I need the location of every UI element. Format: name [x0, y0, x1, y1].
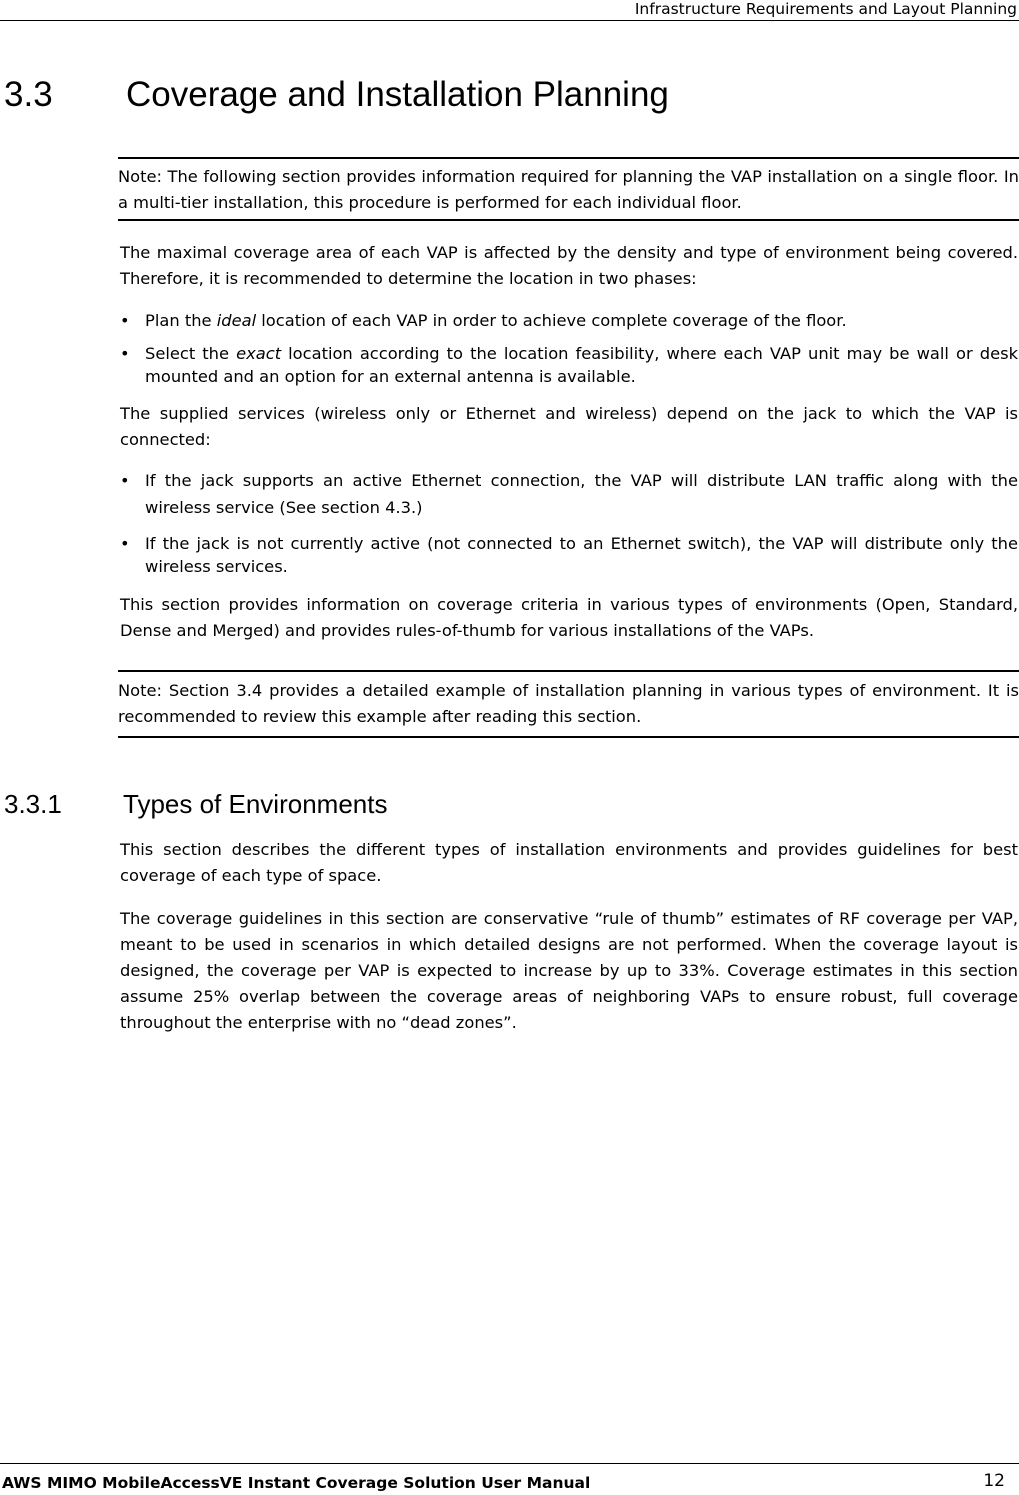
footer-divider — [0, 1463, 1019, 1464]
bullet-text: Select the exact location according to the location feasibility, where each VAP unit may be wall or desk mounted and an option for an external antenna is available. — [145, 344, 1018, 386]
subsection-heading — [4, 788, 387, 820]
subsection-number: 3.3.1 — [4, 789, 62, 819]
bullet-text: If the jack supports an active Ethernet connection, the VAP will distribute LAN traffic along with the wireless service (See section 4.3.) — [145, 471, 1018, 517]
header-divider — [0, 20, 1019, 21]
section-number: 3.3 — [4, 75, 53, 114]
bullet-icon: • — [120, 311, 130, 330]
note-text: Note: Section 3.4 provides a detailed example of installation planning in various types of environment. It is recommended to review this example after reading this section. — [118, 681, 1019, 726]
note-text: Note: The following section provides information required for planning the VAP installation on a single floor. In a multi-tier installation, this procedure is performed for each individual floor. — [118, 167, 1019, 212]
paragraph-coverage-criteria: This section provides information on coverage criteria in various types of environments (Open, Standard, Dense and Merged) and provides rules-of-thumb for various installations of the VAPs. — [120, 595, 1018, 640]
subsection-title: Types of Environments — [123, 789, 388, 819]
page-number: 12 — [983, 1471, 1005, 1491]
bullet-item-exact — [120, 342, 1018, 388]
paragraph-supplied-services: The supplied services (wireless only or Ethernet and wireless) depend on the jack to which the VAP is connected: — [120, 404, 1018, 449]
section-title: Coverage and Installation Planning — [126, 75, 669, 114]
bullet-text: If the jack is not currently active (not connected to an Ethernet switch), the VAP will distribute only the wireless services. — [145, 534, 1018, 576]
bullet-icon: • — [120, 534, 130, 553]
bullet-item-ideal — [120, 309, 1018, 332]
bullet-item-active-jack — [120, 467, 1018, 521]
note-box-example — [118, 670, 1019, 738]
bullet-icon: • — [120, 344, 130, 363]
bullet-text: Plan the ideal location of each VAP in order to achieve complete coverage of the floor. — [145, 311, 847, 330]
paragraph-coverage-guidelines: The coverage guidelines in this section are conservative “rule of thumb” estimates of RF coverage per VAP, meant to be used in scenarios in which detailed designs are not performed. When the coverage layout is designed, the coverage per VAP is expected to increase by up to 33%. Coverage estimates in this section assume 25% overlap between the coverage areas of neighboring VAPs to ensure robust, full coverage throughout the enterprise with no “dead zones”. — [120, 909, 1018, 1032]
section-heading — [4, 74, 669, 116]
bullet-icon: • — [120, 471, 130, 490]
footer-manual-title: AWS MIMO MobileAccessVE Instant Coverage Solution User Manual — [2, 1474, 591, 1492]
paragraph-environment-types: This section describes the different types of installation environments and provides guidelines for best coverage of each type of space. — [120, 840, 1018, 885]
paragraph-coverage-area: The maximal coverage area of each VAP is affected by the density and type of environment being covered. Therefore, it is recommended to determine the location in two phases: — [120, 243, 1018, 288]
running-header: Infrastructure Requirements and Layout Planning — [634, 0, 1017, 18]
bullet-item-inactive-jack — [120, 532, 1018, 578]
note-box-single-floor — [118, 157, 1019, 221]
